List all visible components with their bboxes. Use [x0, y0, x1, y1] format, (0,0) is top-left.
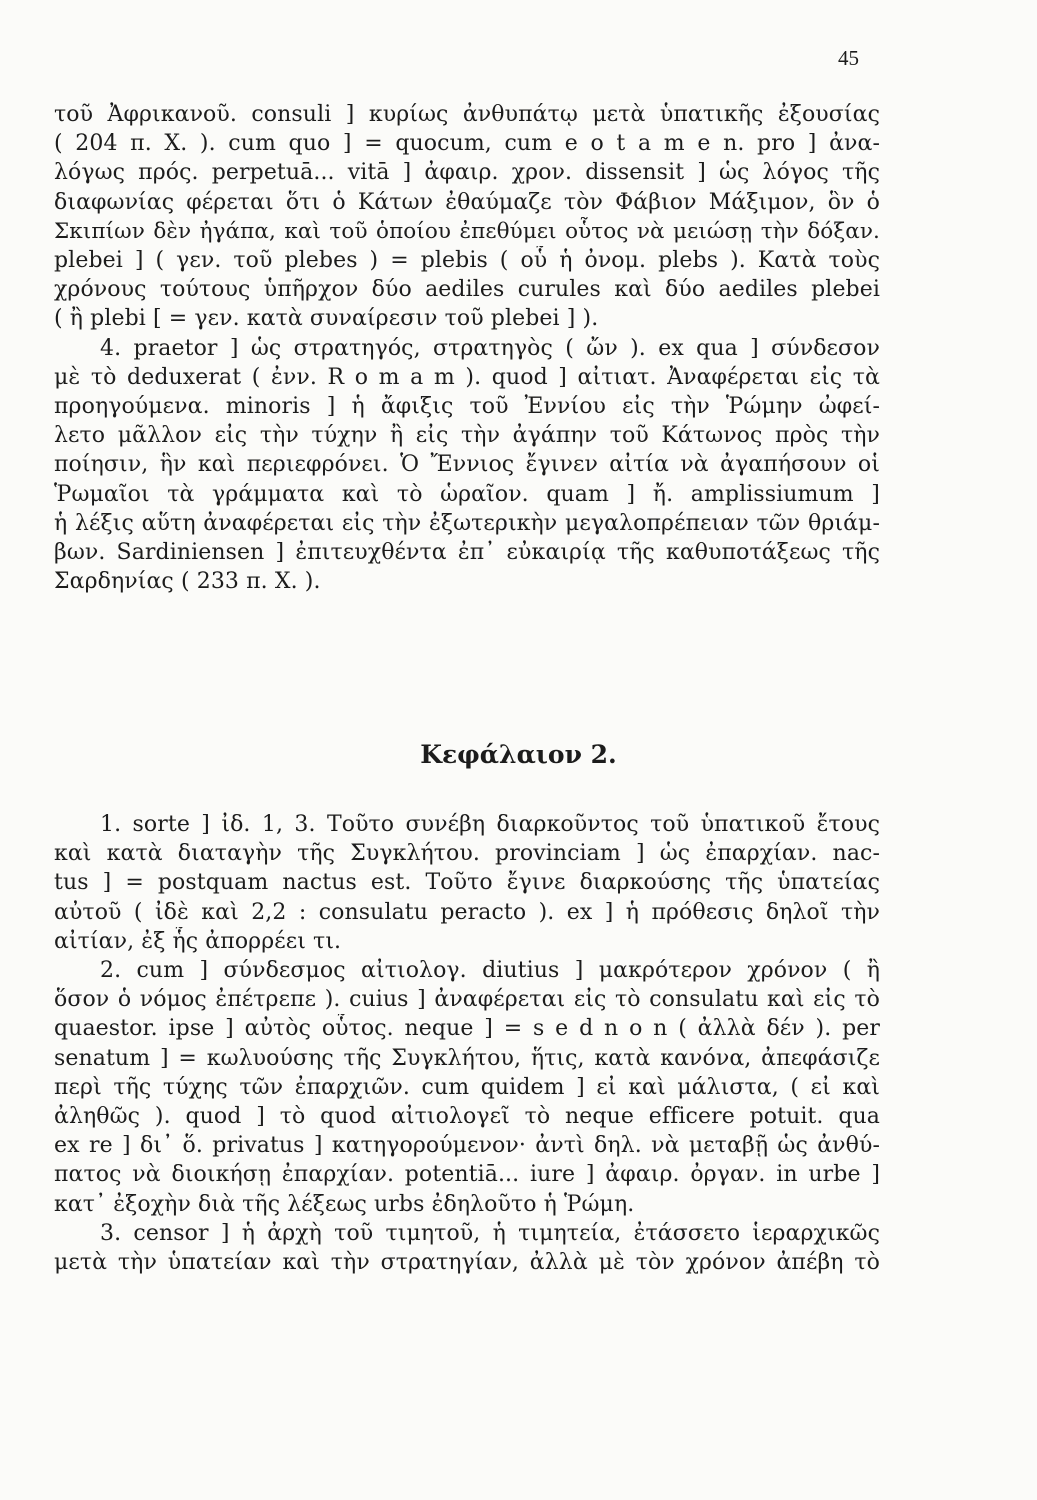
text-line: βων. Sardiniensen ] ἐπιτευχθέντα ἐπ᾿ εὐκαιρίᾳ τῆς καθυποτάξεως τῆς	[54, 540, 880, 566]
text-line: plebei ] ( γεν. τοῦ plebes ) = plebis ( οὗ ἡ ὀνομ. plebs ). Κατὰ τοὺς	[54, 248, 880, 274]
text-line: 3. censor ] ἡ ἀρχὴ τοῦ τιμητοῦ, ἡ τιμητεία, ἐτάσσετο ἱεραρχικῶς	[100, 1220, 880, 1246]
text-line: 4. praetor ] ὡς στρατηγός, στρατηγὸς ( ὤν ). ex qua ] σύνδεσον	[100, 335, 880, 361]
text-line: τοῦ Ἀφρικανοῦ. consuli ] κυρίως ἀνθυπάτῳ μετὰ ὑπατικῆς ἐξουσίας	[54, 102, 880, 127]
text-line: χρόνους τούτους ὑπῆρχον δύο aediles curules καὶ δύο aediles plebei	[54, 277, 880, 303]
text-line: περὶ τῆς τύχης τῶν ἐπαρχιῶν. cum quidem ] εἰ καὶ μάλιστα, ( εἰ καὶ	[54, 1074, 880, 1100]
chapter-heading: Κεφάλαιον 2.	[420, 740, 617, 769]
text-line: 2. cum ] σύνδεσμος αἰτιολογ. diutius ] μακρότερον χρόνον ( ἢ	[100, 958, 880, 984]
text-line: ( 204 π. Χ. ). cum quo ] = quocum, cum e o t a m e n. pro ] ἀνα-	[54, 131, 880, 157]
text-line: Ῥωμαῖοι τὰ γράμματα καὶ τὸ ὡραῖον. quam ] ἤ. amplissiumum ]	[54, 481, 880, 507]
text-line: μὲ τὸ deduxerat ( ἐνν. R o m a m ). quod ] αἰτιατ. Ἀναφέρεται εἰς τὰ	[54, 364, 880, 390]
text-line: ὅσον ὁ νόμος ἐπέτρεπε ). cuius ] ἀναφέρεται εἰς τὸ consulatu καὶ εἰς τὸ	[54, 987, 880, 1013]
text-line: κατ᾿ ἐξοχὴν διὰ τῆς λέξεως urbs ἐδηλοῦτο ἡ Ῥώμη.	[54, 1191, 635, 1217]
text-line: αὐτοῦ ( ἰδὲ καὶ 2,2 : consulatu peracto ). ex ] ἡ πρόθεσις δηλοῖ τὴν	[54, 899, 880, 925]
commentary-section-1	[54, 100, 880, 596]
text-line: προηγούμενα. minoris ] ἡ ἄφιξις τοῦ Ἐννίου εἰς τὴν Ῥώμην ὠφεί-	[54, 394, 880, 420]
text-line: tus ] = postquam nactus est. Τοῦτο ἔγινε διαρκούσης τῆς ὑπατείας	[54, 870, 880, 896]
text-line: Σαρδηνίας ( 233 π. Χ. ).	[54, 569, 321, 595]
text-line: λόγως πρός. perpetuā... vitā ] ἀφαιρ. χρον. dissensit ] ὡς λόγος τῆς	[54, 160, 880, 186]
text-line: ἡ λέξις αὕτη ἀναφέρεται εἰς τὴν ἐξωτερικὴν μεγαλοπρέπειαν τῶν θριάμ-	[54, 510, 880, 536]
text-line: ex re ] δι᾿ ὅ. privatus ] κατηγορούμενον· ἀντὶ δηλ. νὰ μεταβῇ ὡς ἀνθύ-	[54, 1133, 880, 1159]
text-line: ἀληθῶς ). quod ] τὸ quod αἰτιολογεῖ τὸ neque efficere potuit. qua	[54, 1104, 880, 1130]
text-line: 1. sorte ] ἰδ. 1, 3. Τοῦτο συνέβη διαρκοῦντος τοῦ ὑπατικοῦ ἔτους	[100, 812, 880, 837]
text-line: μετὰ τὴν ὑπατείαν καὶ τὴν στρατηγίαν, ἀλλὰ μὲ τὸν χρόνον ἀπέβη τὸ	[54, 1250, 880, 1276]
text-line: quaestor. ipse ] αὐτὸς οὗτος. neque ] = s e d n o n ( ἀλλὰ δέν ). per	[54, 1016, 880, 1042]
page-number: 45	[838, 46, 859, 70]
text-line: Σκιπίων δὲν ἠγάπα, καὶ τοῦ ὁποίου ἐπεθύμει οὗτος νὰ μειώσῃ τὴν δόξαν.	[54, 218, 880, 244]
text-line: ( ἢ plebi [ = γεν. κατὰ συναίρεσιν τοῦ plebei ] ).	[54, 306, 599, 332]
text-line: λετο μᾶλλον εἰς τὴν τύχην ἢ εἰς τὴν ἀγάπην τοῦ Κάτωνος πρὸς τὴν	[54, 423, 880, 449]
commentary-section-2	[54, 810, 880, 1277]
text-line: διαφωνίας φέρεται ὅτι ὁ Κάτων ἐθαύμαζε τὸν Φάβιον Μάξιμον, ὃν ὁ	[54, 189, 880, 215]
text-line: ποίησιν, ἣν καὶ περιεφρόνει. Ὁ Ἔννιος ἔγινεν αἰτία νὰ ἀγαπήσουν οἱ	[54, 452, 880, 478]
text-line: αἰτίαν, ἐξ ἧς ἀπορρέει τι.	[54, 928, 342, 954]
text-line: senatum ] = κωλυούσης τῆς Συγκλήτου, ἥτις, κατὰ κανόνα, ἀπεφάσιζε	[54, 1045, 880, 1071]
text-line: καὶ κατὰ διαταγὴν τῆς Συγκλήτου. provinciam ] ὡς ἐπαρχίαν. nac-	[54, 841, 880, 867]
text-line: πατος νὰ διοικήσῃ ἐπαρχίαν. potentiā... iure ] ἀφαιρ. ὀργαν. in urbe ]	[54, 1162, 880, 1188]
